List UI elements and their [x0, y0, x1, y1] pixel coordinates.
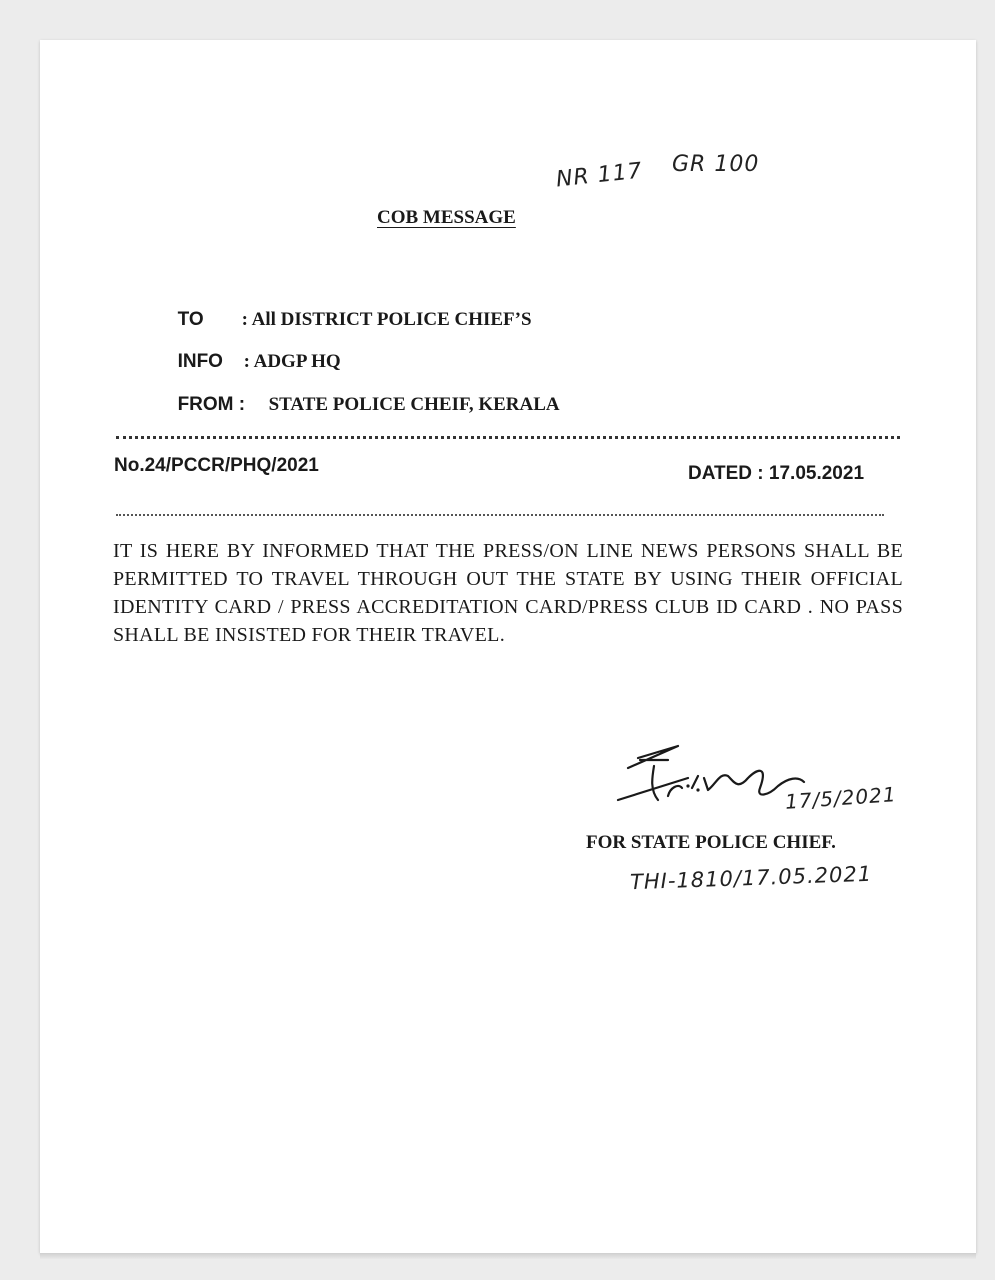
dotted-divider-bottom	[116, 514, 884, 516]
reference-number: No.24/PCCR/PHQ/2021	[114, 455, 319, 476]
info-line	[167, 329, 341, 373]
from-value: STATE POLICE CHEIF, KERALA	[268, 394, 560, 415]
dated-field: DATED : 17.05.2021	[688, 463, 865, 484]
from-label: FROM :	[177, 394, 246, 415]
info-label: INFO	[177, 351, 223, 372]
to-value: : All DISTRICT POLICE CHIEF’S	[241, 309, 532, 330]
handwritten-receipt-note: THI-1810/17.05.2021	[629, 861, 873, 895]
handwritten-note-nr: NR 117	[554, 158, 644, 193]
page-edge-shadow	[40, 1253, 976, 1259]
page-title: COB MESSAGE	[377, 207, 516, 228]
from-line	[167, 372, 560, 416]
dotted-divider-top	[116, 436, 900, 439]
signature-date: 17/5/2021	[784, 782, 898, 814]
info-value: : ADGP HQ	[243, 351, 341, 372]
signatory-designation: FOR STATE POLICE CHIEF.	[586, 832, 836, 853]
handwritten-note-gr: GR 100	[672, 152, 760, 177]
message-body: IT IS HERE BY INFORMED THAT THE PRESS/ON LINE NEWS PERSONS SHALL BE PERMITTED TO TRAVEL THROUGH OUT THE STATE BY USING THEIR OFFICIAL IDENTITY CARD / PRESS ACCREDITATION CARD/PRESS CLUB ID CARD . NO PASS SHALL BE INSISTED FOR THEIR TRAVEL.	[113, 540, 903, 646]
to-line	[167, 287, 532, 331]
to-label: TO	[177, 309, 204, 330]
